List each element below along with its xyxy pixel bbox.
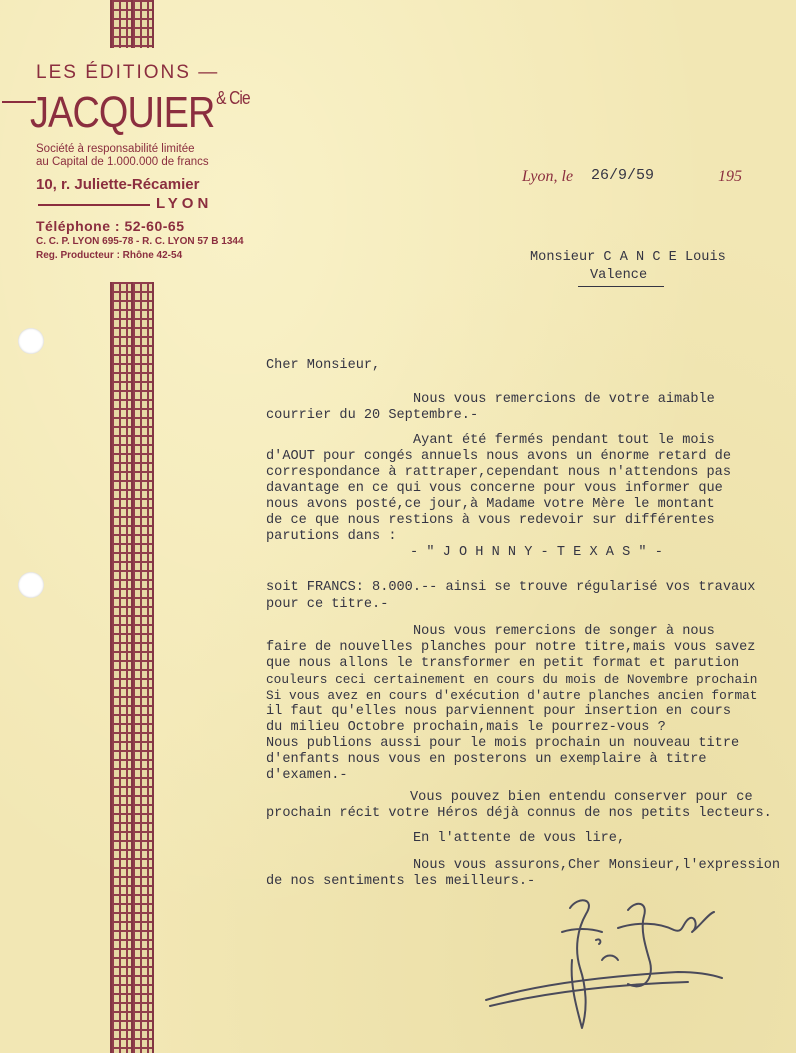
letterhead-address: 10, r. Juliette-Récamier [36,176,200,193]
ornament-column-icon [110,282,154,1053]
punch-hole-top-icon [18,328,44,354]
p5-line2: prochain récit votre Héros déjà connus de nos petits lecteurs. [266,806,772,821]
p2-line3: correspondance à rattraper,cependant nous n'attendons pas [266,465,731,480]
p3-line2: pour ce titre.- [266,597,389,612]
p6-line1: En l'attente de vous lire, [413,831,626,846]
p4-line9: d'enfants nous vous en posterons un exemplaire à titre [266,752,707,767]
p4-line6: il faut qu'elles nous parviennent pour insertion en cours [266,704,731,719]
handwritten-signature-icon [478,888,738,1038]
p2-line6: de ce que nous restions à vous redevoir sur différentes [266,513,715,528]
letterhead-company-name: $JACQUIER^{\& Cie}$ [30,88,250,137]
p4-line5: Si vous avez en cours d'exécution d'autre planches ancien format [266,688,758,703]
p4-line2: faire de nouvelles planches pour notre titre,mais vous savez [266,640,756,655]
p2-line1: Ayant été fermés pendant tout le mois [413,433,715,448]
ornament-top-icon [110,0,154,48]
letterhead-legal-line1: Société à responsabilité limitée [36,143,195,155]
p7-line1: Nous vous assurons,Cher Monsieur,l'expression [413,858,781,873]
letterhead-editions: LES ÉDITIONS — [36,62,220,83]
p2-line4: davantage en ce qui vous concerne pour vous informer que [266,481,723,496]
letterhead-legal-line2: au Capital de 1.000.000 de francs [36,156,209,168]
letterhead-city-rule [38,204,150,206]
p2-line5: nous avons posté,ce jour,à Madame votre Mère le montant [266,497,715,512]
p4-line8: Nous publions aussi pour le mois prochain un nouveau titre [266,736,740,751]
punch-hole-bottom-icon [18,572,44,598]
letterhead-producer: Reg. Producteur : Rhône 42-54 [36,250,183,261]
title-line: - " J O H N N Y - T E X A S " - [410,545,663,560]
p4-line10: d'examen.- [266,768,348,783]
p7-line2: de nos sentiments les meilleurs.- [266,874,536,889]
p2-line7: parutions dans : [266,529,397,544]
letterhead-company-suffix: & Cie [216,88,250,108]
recipient-city-underline [578,286,664,287]
letterhead-telephone: Téléphone : 52-60-65 [36,218,185,234]
dateline-year-prefix: 195 [718,168,742,185]
recipient-city: Valence [590,268,648,283]
p1-line2: courrier du 20 Septembre.- [266,408,479,423]
p5-line1: Vous pouvez bien entendu conserver pour ce [410,790,753,805]
p2-line2: d'AOUT pour congés annuels nous avons un énorme retard de [266,449,731,464]
letterhead-city: LYON [156,195,213,212]
p4-line4: couleurs ceci certainement en cours du mois de Novembre prochain [266,672,758,687]
p4-line3: que nous allons le transformer en petit format et parution [266,656,740,671]
salutation: Cher Monsieur, [266,358,381,373]
dateline-place: Lyon, le [522,168,574,185]
dateline-date: 26/9/59 [591,167,655,184]
letterhead-ccp: C. C. P. LYON 695-78 - R. C. LYON 57 B 1344 [36,236,244,247]
p3-line1: soit FRANCS: 8.000.-- ainsi se trouve régularisé vos travaux [266,580,756,595]
recipient-name: Monsieur C A N C E Louis [530,250,726,265]
p4-line1: Nous vous remercions de songer à nous [413,624,715,639]
p4-line7: du milieu Octobre prochain,mais le pourrez-vous ? [266,720,666,735]
p1-line1: Nous vous remercions de votre aimable [413,392,715,407]
